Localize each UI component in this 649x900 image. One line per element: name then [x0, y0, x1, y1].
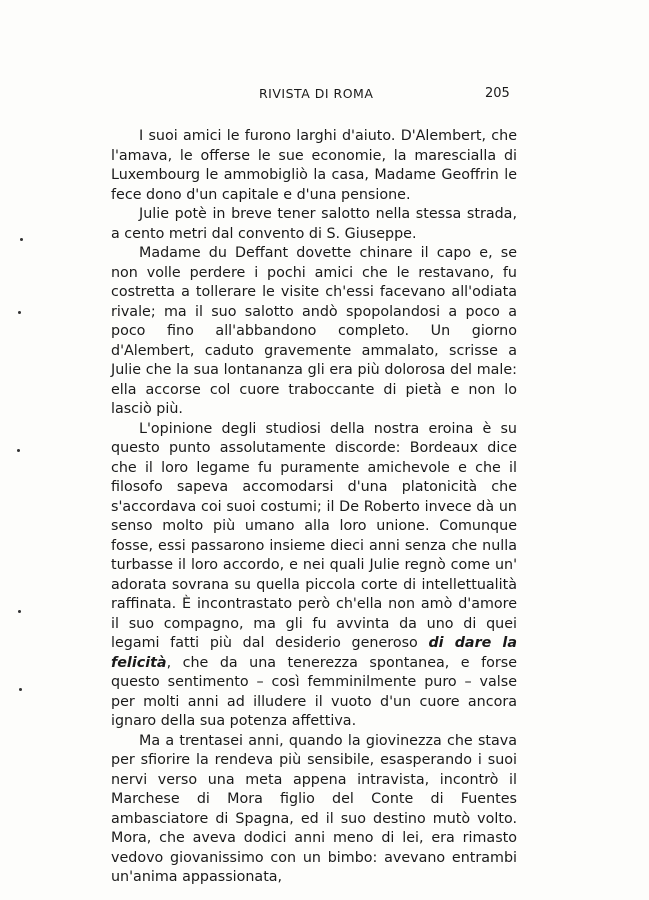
scan-speck — [17, 449, 20, 452]
scan-speck — [20, 238, 23, 241]
paragraph-5: Ma a trentasei anni, quando la giovinezza che stava per sfiorire la rendeva più sensibile, esasperando i suoi nervi verso una meta appena intravista, incontrò il Marchese di Mora figlio del Conte di Fuentes ambasciatore di Spagna, ed il suo destino mutò volto. Mora, che aveva dodici anni meno di lei, era rimasto vedovo giovanissimo con un bimbo: avevano entrambi un'anima appassionata, — [111, 732, 517, 885]
paragraph-4 — [111, 420, 517, 732]
paragraph-3: Madame du Deffant dovette chinare il capo e, se non volle perdere i pochi amici che le restavano, fu costretta a tollerare le visite ch'essi facevano all'odiata rivale; ma il suo salotto andò spopolandosi a poco a poco fino all'abbandono completo. Un giorno d'Alembert, caduto gravemente ammalato, scrisse a Julie che la sua lontananza gli era più dolorosa del male: ella accorse col cuore traboccante di pietà e non lo lasciò più. — [111, 245, 517, 417]
page-number: 205 — [485, 86, 510, 101]
scan-speck — [18, 610, 21, 613]
emphasis-phrase: di dare la felicità — [111, 635, 517, 671]
paragraph-1: I suoi amici le furono larghi d'aiuto. D'Alembert, che l'amava, le offerse le sue economie, la marescialla di Luxembourg le ammobigliò la casa, Madame Geoffrin le fece dono d'un capitale e d'una pensione. — [111, 128, 517, 203]
journal-title: RIVISTA DI ROMA — [259, 86, 374, 101]
running-head — [0, 86, 649, 106]
scan-speck — [19, 688, 22, 691]
scan-speck — [18, 311, 21, 314]
paragraph-2: Julie potè in breve tener salotto nella stessa strada, a cento metri dal convento di S. Giuseppe. — [111, 206, 517, 242]
paragraph-4-text-before: L'opinione degli studiosi della nostra eroina è su questo punto assolutamente discorde: Bordeaux dice che il loro legame fu puramente amichevole e che il filosofo sapeva accomodarsi d'una platonicità che s'accordava coi suoi costumi; il De Roberto invece dà un senso molto più umano alla loro unione. Comunque fosse, essi passarono insieme dieci anni senza che nulla turbasse il loro accordo, e nei quali Julie regnò come un' adorata sovrana su quella piccola corte di intellettualità raffinata. È incontrastato però ch'ella non amò d'amore il suo compagno, ma gli fu avvinta da uno di quei legami fatti più dal desiderio generoso — [111, 420, 517, 651]
paragraph-4-text-after: , che da una tenerezza spontanea, e forse questo sentimento – così femminilmente puro – valse per molti anni ad illudere il vuoto d'un cuore ancora ignaro della sua potenza affettiva. — [111, 654, 517, 729]
body-text — [111, 127, 517, 888]
